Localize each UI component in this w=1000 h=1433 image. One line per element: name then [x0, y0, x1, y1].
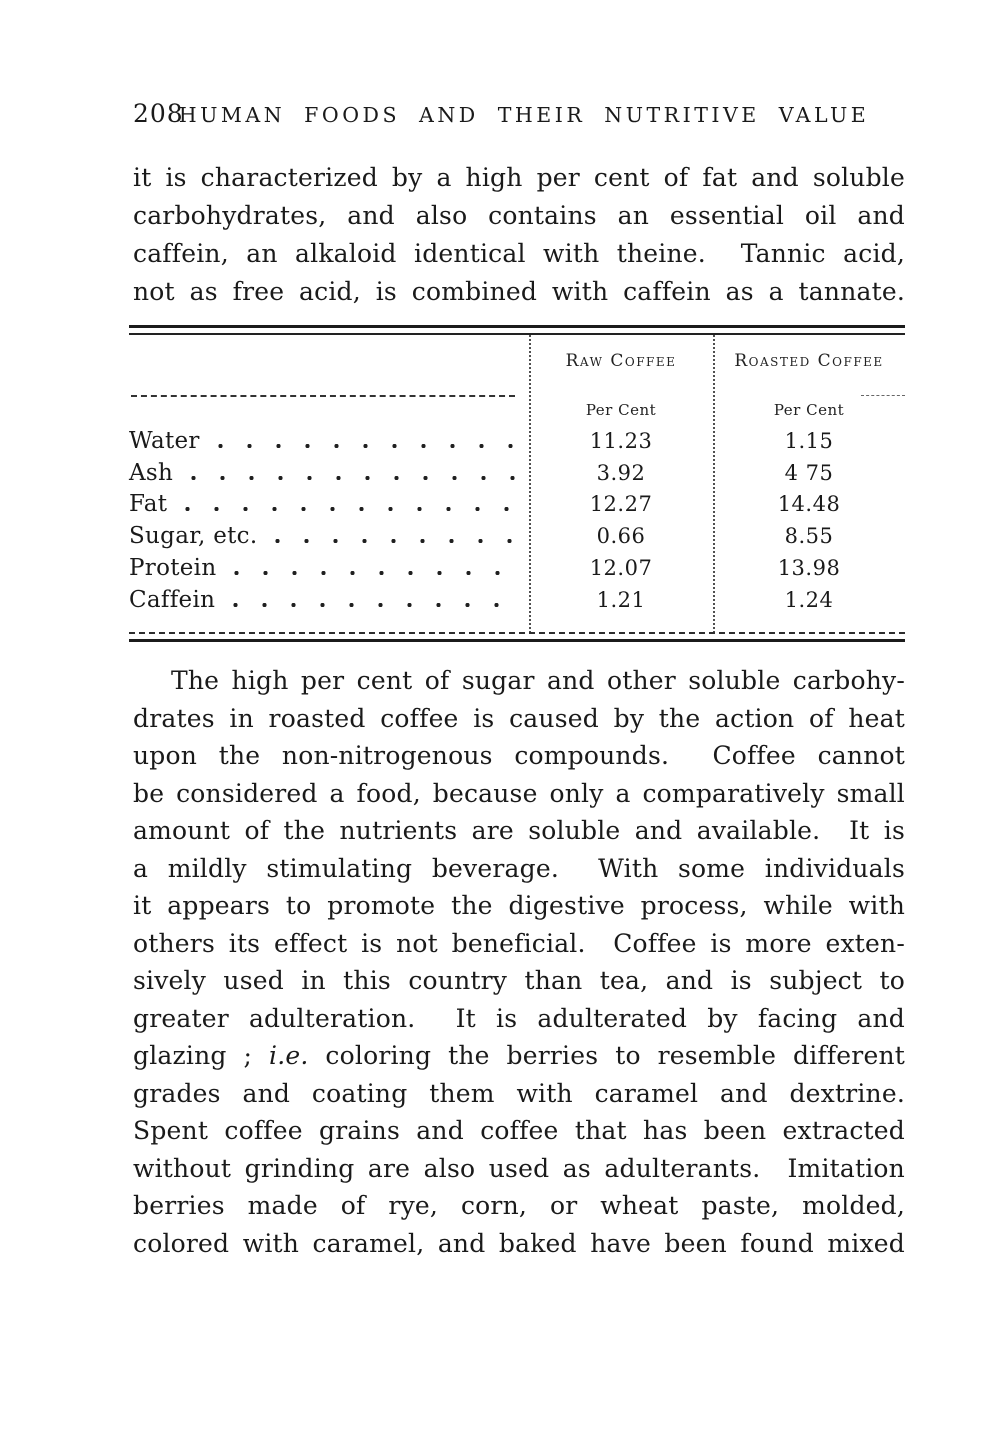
paragraph-line: Spent coffee grains and coffee that has been extracted — [133, 1116, 905, 1145]
line-text: coloring the berries to resemble different — [308, 1041, 905, 1070]
table-row-stub — [129, 521, 529, 551]
paragraph-line: greater adulteration. It is adulterated by facing and — [133, 1003, 905, 1033]
table-row — [129, 424, 905, 456]
paragraph-line: others its effect is not beneficial. Coffee is more exten- — [133, 928, 905, 958]
roasted-coffee-value: 1.15 — [784, 428, 834, 453]
raw-coffee-value: 12.07 — [589, 555, 653, 580]
table-top-rule-inner — [129, 333, 905, 335]
unit-label-raw: Per Cent — [585, 401, 657, 419]
paragraph-line: amount of the nutrients are soluble and available. It is — [133, 816, 905, 845]
table-row — [129, 488, 905, 520]
roasted-coffee-value: 13.98 — [777, 555, 841, 580]
dot-leader — [275, 538, 515, 544]
running-title: HUMAN FOODS AND THEIR NUTRITIVE VALUE — [178, 103, 870, 127]
coffee-composition-table — [129, 325, 905, 643]
nutrient-label: Protein — [129, 554, 217, 581]
page-number: 208 — [133, 99, 184, 128]
dot-leader — [234, 570, 515, 576]
paragraph-line: not as free acid, is combined with caffein as a tannate. — [133, 277, 905, 306]
paragraph-line: it appears to promote the digestive process, while with — [133, 891, 905, 920]
paragraph-line: drates in roasted coffee is caused by the action of heat — [133, 703, 905, 733]
table-row-stub — [129, 585, 529, 615]
column-header-roasted-coffee: Roasted Coffee — [734, 351, 884, 371]
paragraph-line: a mildly stimulating beverage. With some individuals — [133, 853, 905, 883]
unit-label-roasted: Per Cent — [773, 401, 845, 419]
paragraph-line: without grinding are also used as adulterants. Imitation — [133, 1153, 905, 1183]
paragraph-line: upon the non-nitrogenous compounds. Coffee cannot — [133, 741, 905, 770]
raw-coffee-value: 0.66 — [596, 524, 646, 549]
dot-leader — [233, 602, 515, 608]
table-row-stub — [129, 458, 529, 488]
paragraph-line: caffein, an alkaloid identical with theine. Tannic acid, — [133, 239, 905, 268]
table-row — [129, 583, 905, 615]
raw-coffee-value: 3.92 — [596, 460, 646, 485]
column-header-raw-coffee: Raw Coffee — [565, 351, 677, 371]
paragraph-line: be considered a food, because only a comparatively small — [133, 778, 905, 808]
line-italic-abbreviation: i.e. — [269, 1041, 309, 1070]
paragraph-line — [133, 1037, 905, 1075]
roasted-coffee-value: 4 75 — [784, 460, 834, 485]
paragraph-line: The high per cent of sugar and other soluble carbohy- — [171, 666, 905, 695]
table-row-stub — [129, 489, 529, 519]
table-row-stub — [129, 553, 529, 583]
nutrient-label: Caffein — [129, 586, 216, 613]
raw-coffee-value: 12.27 — [589, 492, 653, 517]
table-row — [129, 456, 905, 488]
table-row — [129, 519, 905, 551]
paragraph-line: carbohydrates, and also contains an essential oil and — [133, 201, 905, 230]
roasted-coffee-value: 8.55 — [784, 524, 834, 549]
table-header-rule — [131, 395, 515, 397]
roasted-coffee-value: 14.48 — [777, 492, 841, 517]
line-text: glazing ; — [133, 1041, 270, 1070]
dot-leader — [218, 443, 515, 449]
running-head — [133, 99, 905, 131]
table-top-rule-outer — [129, 325, 905, 328]
dot-leader — [185, 506, 515, 512]
paragraph-line: it is characterized by a high per cent of fat and soluble — [133, 163, 905, 192]
paragraph-line: grades and coating them with caramel and dextrine. — [133, 1078, 905, 1108]
roasted-coffee-value: 1.24 — [784, 587, 834, 612]
raw-coffee-value: 1.21 — [596, 587, 646, 612]
dot-leader — [191, 475, 515, 481]
nutrient-label: Water — [129, 427, 200, 454]
table-rows — [129, 424, 905, 615]
paragraph-line: colored with caramel, and baked have been found mixed — [133, 1228, 905, 1258]
paragraph-intro — [133, 159, 905, 311]
table-row — [129, 551, 905, 583]
nutrient-label: Sugar, etc. — [129, 523, 258, 550]
paragraph-main — [133, 662, 905, 1262]
table-header-rule-fragment — [861, 395, 905, 396]
raw-coffee-value: 11.23 — [589, 428, 653, 453]
nutrient-label: Fat — [129, 491, 168, 518]
paragraph-line: sively used in this country than tea, and is subject to — [133, 966, 905, 995]
table-row-stub — [129, 426, 529, 456]
nutrient-label: Ash — [129, 459, 174, 486]
table-bottom-rule-inner — [129, 632, 905, 634]
paragraph-line: berries made of rye, corn, or wheat paste, molded, — [133, 1191, 905, 1220]
table-bottom-rule-outer — [129, 639, 905, 642]
